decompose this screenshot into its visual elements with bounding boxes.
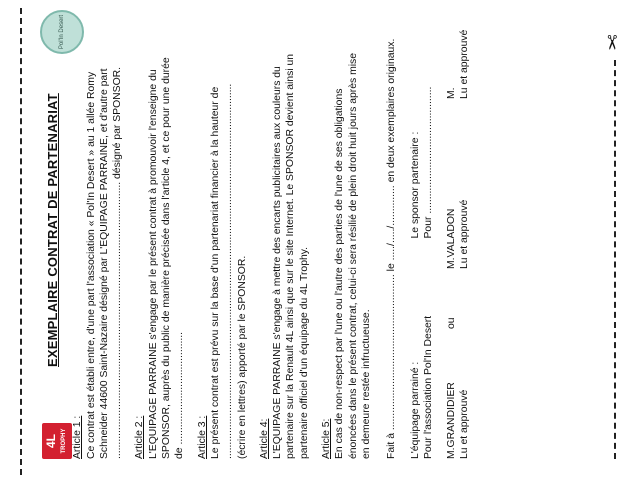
article-1-line-2: Schneider 44600 Saint-Nazaire désigné par L'EQUIPAGE PARRAINE, et d'autre part — [98, 68, 110, 459]
done-at-line: Fait à ...................................................... le ...../...../.............. en deux exemplaires originaux. — [386, 38, 398, 459]
article-3-line-2: .................................................................................................................................. — [223, 83, 235, 459]
article-2-line-2: SPONSOR, auprès du public de manière précisée dans l'article 4, et ce pour une durée — [161, 57, 173, 459]
logo-subtext: TROPHY — [61, 428, 67, 454]
article-5-line-2: énoncées dans le présent contrat, celui-ci sera résilié de plein droit huit jours après mise — [347, 52, 359, 459]
signature-names — [445, 18, 472, 459]
article-1-heading: Article 1 : — [72, 415, 84, 459]
sponsor-heading: Le sponsor partenaire : — [409, 131, 421, 239]
crew-heading-block — [409, 239, 436, 460]
sponsor-for-line: Pour ............................................ — [422, 86, 434, 239]
article-1-line-1: Ce contrat est établi entre, d'une part l'association « Pol'In Desert » au 1 allée Romy — [85, 71, 97, 459]
article-2-heading: Article 2 : — [134, 415, 146, 459]
article-3-line-3: (écrire en lettres) apporté par le SPONSOR. — [236, 255, 248, 459]
signer-name-sponsor: M. — [446, 87, 458, 99]
article-3-line-1: Le présent contrat est prévu sur la base d'un partenariat financier à la hauteur de — [209, 86, 221, 459]
left-cut-line — [20, 8, 22, 475]
badge-text: Pol'In Desert — [59, 14, 65, 50]
4l-trophy-logo — [42, 423, 72, 459]
signature-headings — [409, 18, 436, 459]
signer-valadon — [445, 99, 472, 269]
approval-text-1: Lu et approuvé — [459, 389, 471, 459]
sponsor-heading-block — [409, 18, 436, 239]
approval-text-3: Lu et approuvé — [459, 29, 471, 99]
article-4-line-1: L'EQUIPAGE PARRAINE s'engage à mettre des encarts publicitaires aux couleurs du — [272, 66, 284, 459]
signer-sponsor — [445, 18, 472, 99]
article-4-heading: Article 4: — [258, 418, 270, 459]
association-badge — [40, 10, 84, 54]
scissors-icon: ✂ — [600, 34, 623, 51]
article-3-heading: Article 3 : — [196, 415, 208, 459]
logo-text: 4L — [44, 434, 58, 449]
crew-association: Pour l'association Pol'In Desert — [422, 315, 434, 459]
article-5-heading: Article 5: — [321, 418, 333, 459]
approval-text-2: Lu et approuvé — [459, 199, 471, 269]
right-cut-line — [614, 60, 616, 459]
article-5-line-3: en demeure restée infructueuse. — [360, 309, 372, 459]
article-1-line-3: ................................................................................................ désigné par SPONSOR. — [112, 66, 124, 459]
article-5-line-1: En cas de non-respect par l'une ou l'autre des parties de l'une de ses obligations — [334, 88, 346, 459]
article-4-line-2: partenaire sur la Renault 4L ainsi que sur le site Internet. Le SPONSOR devient ainsi un — [285, 53, 297, 459]
article-2-line-3: de ....................................... — [174, 331, 186, 459]
document-title: EXEMPLAIRE CONTRAT DE PARTENARIAT — [45, 93, 60, 367]
signer-name-valadon: M.VALADON — [446, 208, 458, 269]
or-separator — [445, 269, 472, 329]
signer-name-grandidier: M.GRANDIDIER — [446, 382, 458, 459]
crew-heading: L'équipage parrainé : — [409, 361, 421, 459]
contract-document — [40, 10, 600, 465]
or-text: ou — [446, 317, 458, 329]
article-2-line-1: L'EQUIPAGE PARRAINE s'engage par le présent contrat à promouvoir l'enseigne du — [147, 69, 159, 459]
signer-grandidier — [445, 329, 472, 459]
article-4-line-3: partenaire officiel d'un équipage du 4L Trophy. — [298, 246, 310, 459]
